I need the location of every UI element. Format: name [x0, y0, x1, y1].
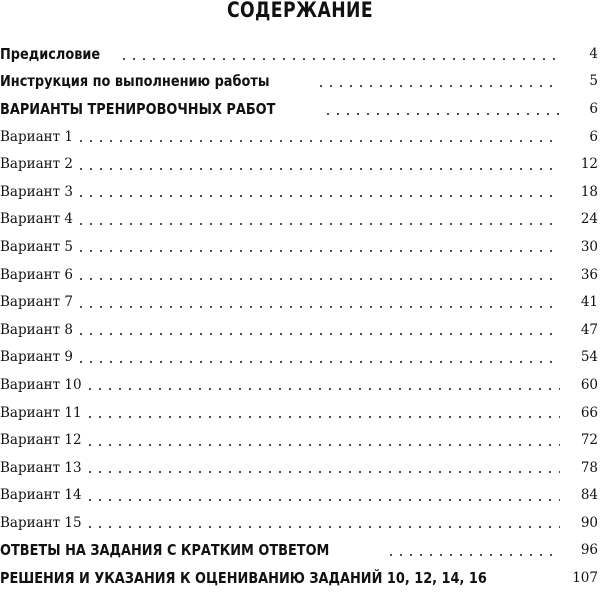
table-of-contents: [0, 40, 600, 592]
page-title: СОДЕРЖАНИЕ: [226, 0, 374, 22]
toc-entry-label: Вариант 3: [0, 184, 76, 200]
leader-dots: [76, 306, 560, 308]
toc-entry-label: РЕШЕНИЯ И УКАЗАНИЯ К ОЦЕНИВАНИЮ ЗАДАНИЙ 10, 12, 14, 16: [0, 569, 489, 587]
toc-entry-label: Вариант 9: [0, 349, 76, 365]
toc-entry-page: 6: [589, 128, 598, 145]
toc-entry-label: Инструкция по выполнению работы: [0, 72, 272, 90]
leader-dots: [85, 388, 560, 390]
toc-entry-label: Вариант 4: [0, 211, 76, 227]
toc-entry[interactable]: [0, 95, 600, 123]
toc-entry[interactable]: [0, 123, 600, 151]
toc-entry-page: 96: [580, 542, 598, 559]
leader-dots: [119, 58, 560, 60]
leader-dots: [76, 361, 560, 363]
toc-entry[interactable]: [0, 261, 600, 289]
toc-entry-label: Вариант 13: [0, 460, 85, 476]
toc-entry-page: 84: [580, 487, 598, 504]
leader-dots: [76, 195, 560, 197]
toc-entry-page: 54: [580, 349, 598, 366]
toc-entry-label: Вариант 5: [0, 239, 76, 255]
leader-dots: [85, 444, 560, 446]
toc-entry-label: Вариант 6: [0, 267, 76, 283]
leader-dots: [85, 499, 560, 501]
toc-entry-label: ОТВЕТЫ НА ЗАДАНИЯ С КРАТКИМ ОТВЕТОМ: [0, 541, 332, 559]
toc-entry[interactable]: [0, 371, 600, 399]
leader-dots: [76, 333, 560, 335]
leader-dots: [386, 554, 560, 556]
toc-entry[interactable]: [0, 482, 600, 510]
toc-entry[interactable]: [0, 206, 600, 234]
toc-entry[interactable]: [0, 509, 600, 537]
toc-entry[interactable]: [0, 454, 600, 482]
toc-entry-page: 41: [580, 294, 598, 311]
toc-entry-label: ВАРИАНТЫ ТРЕНИРОВОЧНЫХ РАБОТ: [0, 100, 278, 118]
leader-dots: [76, 140, 560, 142]
toc-entry[interactable]: [0, 233, 600, 261]
toc-entry-page: 4: [589, 45, 598, 62]
toc-entry-page: 5: [589, 73, 598, 90]
toc-entry-label: Вариант 11: [0, 405, 85, 421]
toc-entry-page: 60: [580, 376, 598, 393]
toc-entry[interactable]: [0, 40, 600, 68]
toc-entry[interactable]: [0, 344, 600, 372]
toc-entry[interactable]: [0, 288, 600, 316]
toc-entry-page: 72: [580, 432, 598, 449]
toc-entry-label: Вариант 14: [0, 487, 85, 503]
toc-entry[interactable]: [0, 316, 600, 344]
toc-entry-page: 12: [580, 156, 598, 173]
toc-entry-page: 30: [580, 238, 598, 255]
leader-dots: [85, 526, 560, 528]
leader-dots: [85, 471, 560, 473]
toc-entry[interactable]: [0, 68, 600, 96]
toc-entry-page: 47: [580, 321, 598, 338]
toc-entry[interactable]: [0, 564, 600, 592]
toc-entry-page: 18: [580, 183, 598, 200]
toc-entry-page: 66: [580, 404, 598, 421]
leader-dots: [76, 250, 560, 252]
toc-entry-page: 107: [572, 570, 598, 587]
toc-entry-page: 6: [589, 100, 598, 117]
toc-entry-page: 24: [580, 211, 598, 228]
toc-entry-label: Предисловие: [0, 45, 103, 63]
toc-entry-page: 78: [580, 459, 598, 476]
leader-dots: [76, 278, 560, 280]
toc-entry-page: 90: [580, 514, 598, 531]
toc-entry[interactable]: [0, 537, 600, 565]
leader-dots: [323, 113, 560, 115]
toc-entry[interactable]: [0, 399, 600, 427]
toc-entry-label: Вариант 7: [0, 294, 76, 310]
leader-dots: [316, 85, 560, 87]
toc-entry-label: Вариант 12: [0, 432, 85, 448]
leader-dots: [76, 168, 560, 170]
toc-entry-label: Вариант 1: [0, 129, 76, 145]
toc-entry[interactable]: [0, 178, 600, 206]
leader-dots: [76, 223, 560, 225]
toc-entry[interactable]: [0, 150, 600, 178]
toc-entry-label: Вариант 2: [0, 156, 76, 172]
toc-entry[interactable]: [0, 426, 600, 454]
toc-entry-label: Вариант 15: [0, 515, 85, 531]
toc-entry-label: Вариант 8: [0, 322, 76, 338]
leader-dots: [85, 416, 560, 418]
toc-entry-label: Вариант 10: [0, 377, 85, 393]
toc-entry-page: 36: [580, 266, 598, 283]
